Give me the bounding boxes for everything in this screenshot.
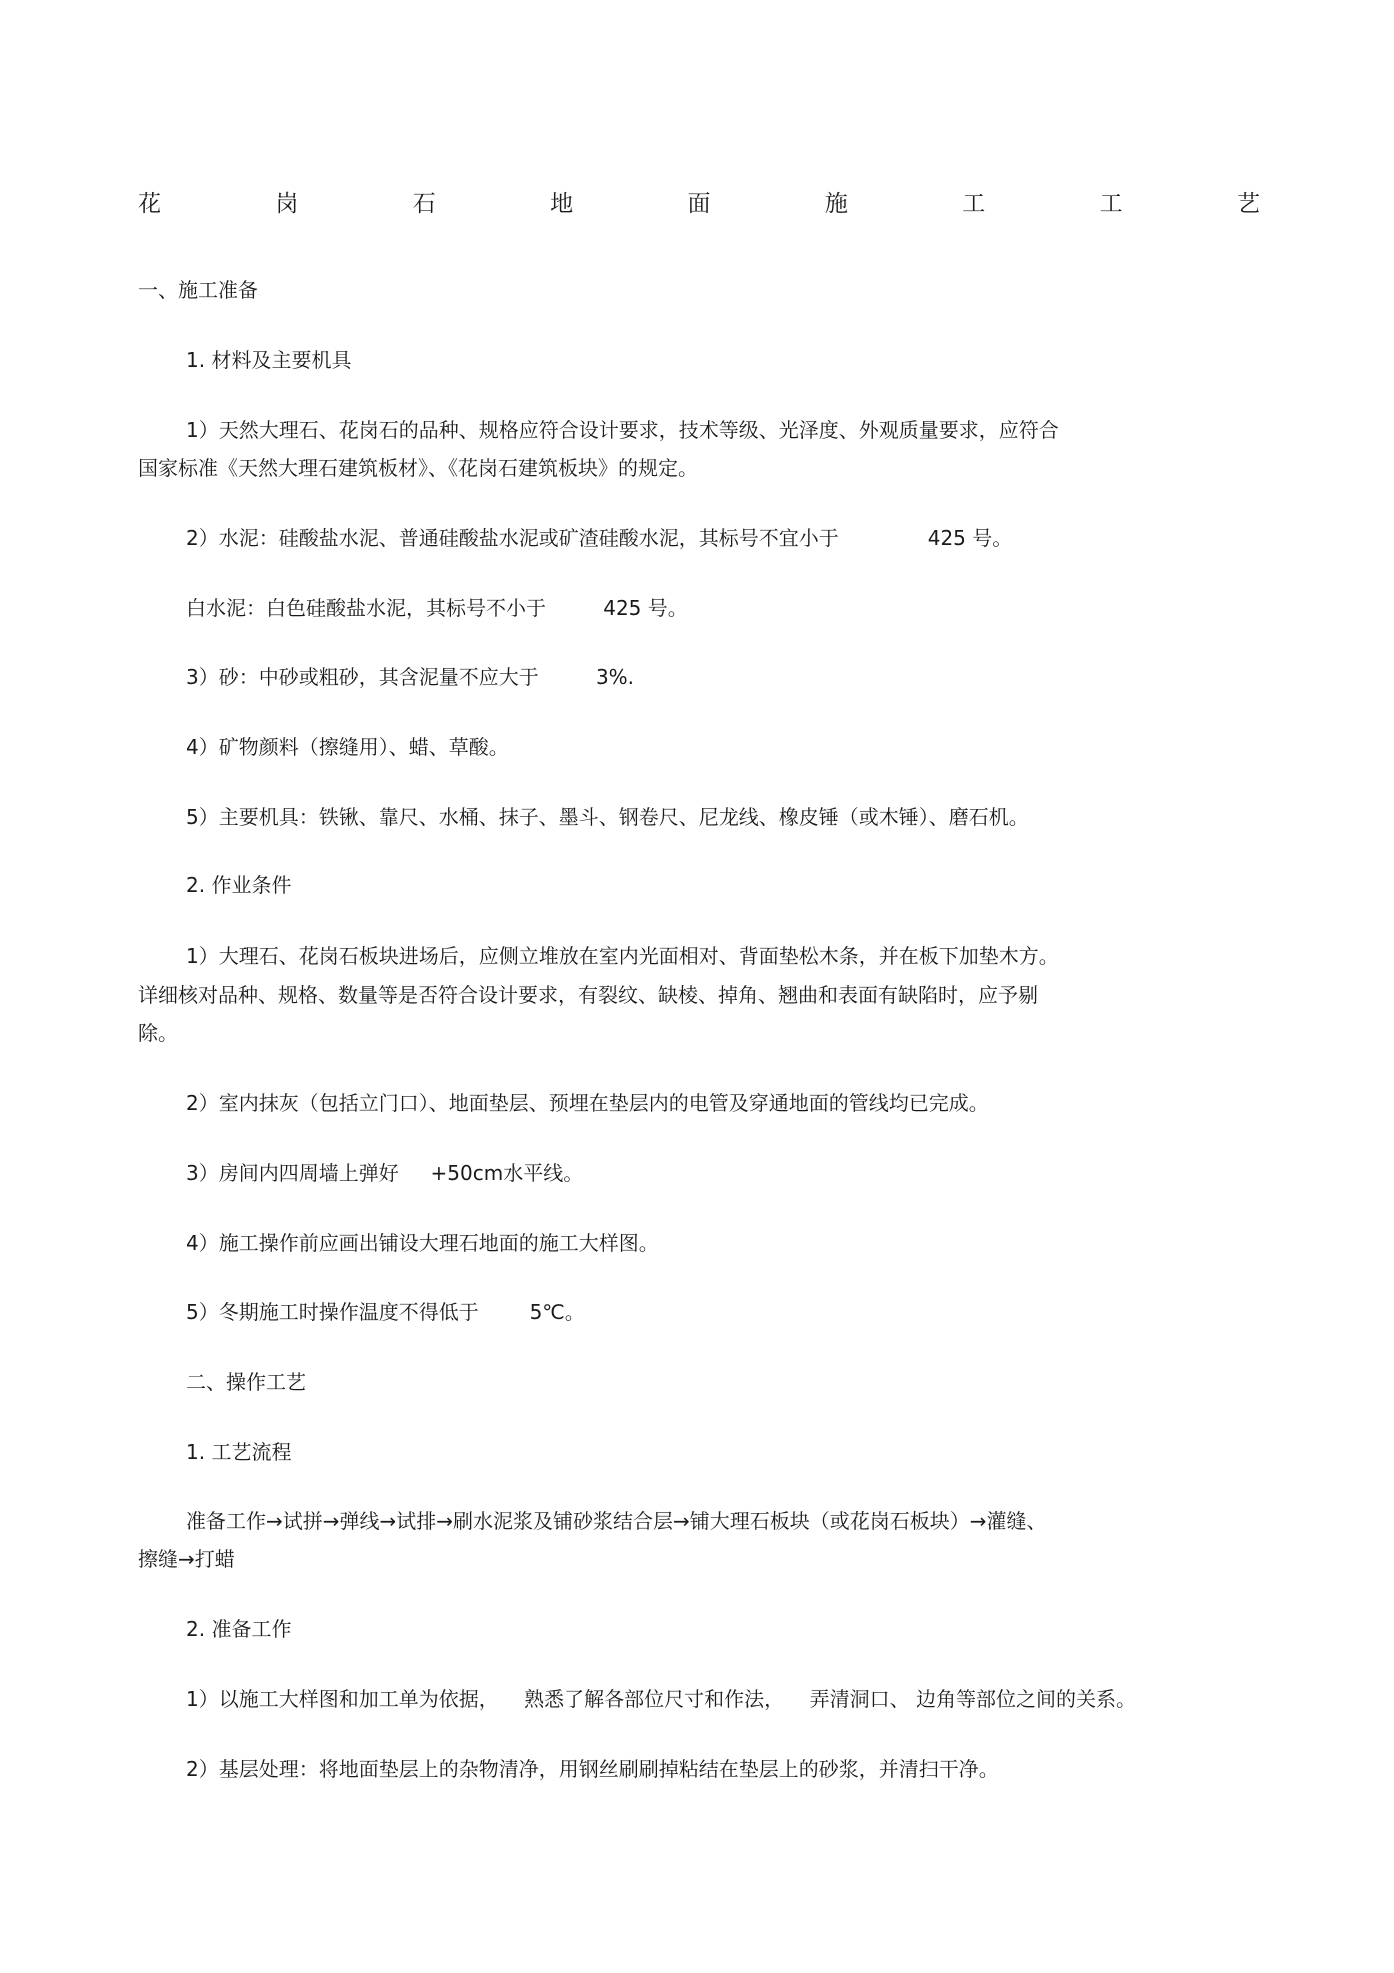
subsection-heading: 2. 准备工作 <box>186 1617 292 1641</box>
subsection-heading: 2. 作业条件 <box>186 873 292 897</box>
title-char: 花 <box>138 191 161 217</box>
paragraph-line: 准备工作→试拼→弹线→试排→刷水泥浆及铺砂浆结合层→铺大理石板块（或花岗石板块）→灌缝、 <box>186 1509 1047 1533</box>
title-char: 艺 <box>1237 191 1260 217</box>
title-char: 岗 <box>275 191 299 217</box>
title-char: 面 <box>687 191 711 217</box>
subsection-heading: 1. 材料及主要机具 <box>186 348 352 372</box>
paragraph-line: 3）房间内四周墙上弹好 +50cm水平线。 <box>186 1161 584 1185</box>
document-title <box>138 188 1260 220</box>
title-char: 石 <box>412 191 436 217</box>
title-char: 施 <box>824 191 848 217</box>
paragraph-line: 2）水泥：硅酸盐水泥、普通硅酸盐水泥或矿渣硅酸水泥，其标号不宜小于 425 号。 <box>186 526 1013 550</box>
section-heading: 二、操作工艺 <box>186 1370 306 1394</box>
title-char: 地 <box>550 191 574 217</box>
paragraph-line: 擦缝→打蜡 <box>138 1547 235 1571</box>
title-char: 工 <box>962 191 986 217</box>
paragraph-line: 白水泥：白色硅酸盐水泥，其标号不小于 425 号。 <box>186 596 688 620</box>
paragraph-line: 国家标准《天然大理石建筑板材》、《花岗石建筑板块》的规定。 <box>138 456 698 480</box>
subsection-heading: 1. 工艺流程 <box>186 1440 292 1464</box>
section-heading: 一、施工准备 <box>138 278 258 302</box>
paragraph-line: 1）大理石、花岗石板块进场后，应侧立堆放在室内光面相对、背面垫松木条，并在板下加垫木方。 <box>186 944 1059 968</box>
paragraph-line: 4）矿物颜料（擦缝用）、蜡、草酸。 <box>186 735 509 759</box>
paragraph-line: 1）天然大理石、花岗石的品种、规格应符合设计要求，技术等级、光泽度、外观质量要求，应符合 <box>186 418 1059 442</box>
paragraph-line: 详细核对品种、规格、数量等是否符合设计要求，有裂纹、缺棱、掉角、翘曲和表面有缺陷时，应予剔 <box>138 983 1038 1007</box>
title-char: 工 <box>1099 191 1123 217</box>
paragraph-line: 5）主要机具：铁锹、靠尺、水桶、抹子、墨斗、钢卷尺、尼龙线、橡皮锤（或木锤）、磨石机。 <box>186 805 1029 829</box>
paragraph-line: 3）砂：中砂或粗砂，其含泥量不应大于 3%. <box>186 665 635 689</box>
paragraph-line: 2）室内抹灰（包括立门口）、地面垫层、预埋在垫层内的电管及穿通地面的管线均已完成。 <box>186 1091 989 1115</box>
paragraph-line: 5）冬期施工时操作温度不得低于 5℃。 <box>186 1300 585 1324</box>
paragraph-line: 除。 <box>138 1021 178 1045</box>
paragraph-line: 4）施工操作前应画出铺设大理石地面的施工大样图。 <box>186 1231 659 1255</box>
paragraph-line: 2）基层处理：将地面垫层上的杂物清净，用钢丝刷刷掉粘结在垫层上的砂浆，并清扫干净。 <box>186 1757 999 1781</box>
paragraph-line: 1）以施工大样图和加工单为依据， 熟悉了解各部位尺寸和作法， 弄清洞口、 边角等部位之间的关系。 <box>186 1687 1136 1711</box>
